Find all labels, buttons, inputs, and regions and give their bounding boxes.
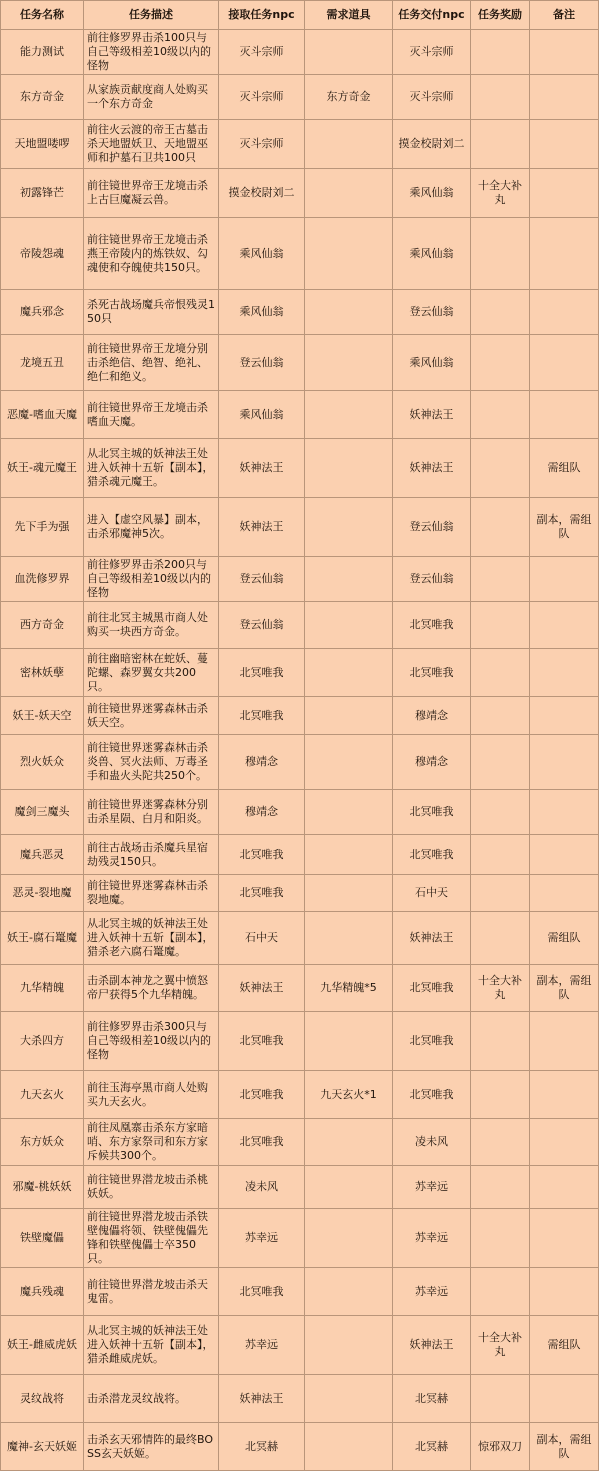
quest-desc: 前往修罗界击杀300只与自己等级相差10级以内的怪物 [84,1012,219,1071]
note [530,697,599,735]
quest-desc: 前往镜世界迷雾森林击杀妖天空。 [84,697,219,735]
submit-npc: 北冥赫 [393,1423,471,1471]
quest-name: 初露锋芒 [1,169,84,218]
reward [471,1166,530,1209]
reward [471,218,530,290]
submit-npc: 妖神法王 [393,439,471,498]
note: 需组队 [530,439,599,498]
submit-npc: 苏幸远 [393,1166,471,1209]
quest-desc: 前往北冥主城黑市商人处购买一块西方奇金。 [84,602,219,649]
table-row [1,790,599,835]
required-item [305,290,393,335]
quest-desc: 杀死古战场魔兵帝恨残灵150只 [84,290,219,335]
quest-name: 恶灵-裂地魔 [1,875,84,912]
reward: 惊邪双刀 [471,1423,530,1471]
accept-npc: 灭斗宗师 [219,120,305,169]
required-item [305,1375,393,1423]
accept-npc: 乘风仙翁 [219,290,305,335]
note [530,790,599,835]
quest-desc: 前往修罗界击杀200只与自己等级相差10级以内的怪物 [84,557,219,602]
quest-name: 魔兵恶灵 [1,835,84,875]
quest-desc: 从北冥主城的妖神法王处进入妖神十五斩【副本】，猎杀魂元魔王。 [84,439,219,498]
quest-name: 天地盟喽啰 [1,120,84,169]
note [530,30,599,75]
note [530,602,599,649]
table-row [1,439,599,498]
accept-npc: 妖神法王 [219,498,305,557]
reward [471,1268,530,1316]
note [530,1209,599,1268]
quest-desc: 前往镜世界迷雾森林击杀炎兽、冥火法师、万毒圣手和蛊火头陀共250个。 [84,735,219,790]
quest-desc: 前往凤凰寨击杀东方家暗哨、东方家祭司和东方家斥候共300个。 [84,1119,219,1166]
note [530,120,599,169]
header-name: 任务名称 [1,1,84,30]
required-item [305,1166,393,1209]
reward [471,875,530,912]
accept-npc: 摸金校尉刘二 [219,169,305,218]
submit-npc: 北冥唯我 [393,649,471,697]
submit-npc: 北冥唯我 [393,835,471,875]
note [530,735,599,790]
note: 需组队 [530,912,599,965]
table-row [1,335,599,391]
quest-name: 东方奇金 [1,75,84,120]
submit-npc: 妖神法王 [393,912,471,965]
note [530,1071,599,1119]
submit-npc: 穆靖念 [393,735,471,790]
submit-npc: 乘风仙翁 [393,169,471,218]
accept-npc: 穆靖念 [219,790,305,835]
table-row [1,120,599,169]
quest-name: 密林妖孽 [1,649,84,697]
note: 副本，需组队 [530,965,599,1012]
required-item [305,335,393,391]
quest-desc: 前往玉海亭黑市商人处购买九天玄火。 [84,1071,219,1119]
required-item [305,912,393,965]
note [530,290,599,335]
submit-npc: 乘风仙翁 [393,335,471,391]
accept-npc: 苏幸远 [219,1209,305,1268]
reward [471,335,530,391]
reward [471,30,530,75]
quest-desc: 前往镜世界潜龙坡击杀桃妖妖。 [84,1166,219,1209]
required-item [305,602,393,649]
reward [471,649,530,697]
header-note: 备注 [530,1,599,30]
reward [471,391,530,439]
accept-npc: 妖神法王 [219,439,305,498]
quest-name: 龙境五丑 [1,335,84,391]
required-item [305,649,393,697]
quest-desc: 前往修罗界击杀100只与自己等级相差10级以内的怪物 [84,30,219,75]
table-row [1,30,599,75]
table-row [1,169,599,218]
required-item [305,218,393,290]
required-item: 东方奇金 [305,75,393,120]
table-row [1,498,599,557]
required-item [305,1119,393,1166]
note [530,557,599,602]
quest-desc: 前往幽暗密林在蛇妖、蔓陀螺、森罗翼女共200只。 [84,649,219,697]
header-required-item: 需求道具 [305,1,393,30]
required-item [305,790,393,835]
quest-name: 先下手为强 [1,498,84,557]
quest-name: 妖王-妖天空 [1,697,84,735]
reward [471,912,530,965]
note [530,169,599,218]
quest-name: 邪魔-桃妖妖 [1,1166,84,1209]
table-row [1,965,599,1012]
quest-desc: 击杀副本神龙之翼中愤怒帝尸获得5个九华精魄。 [84,965,219,1012]
submit-npc: 灭斗宗师 [393,30,471,75]
quest-desc: 前往镜世界帝王龙境击杀嗜血天魔。 [84,391,219,439]
reward [471,75,530,120]
required-item [305,875,393,912]
table-row [1,75,599,120]
table-row [1,557,599,602]
quest-name: 魔神-玄天妖姬 [1,1423,84,1471]
quest-desc: 前往镜世界迷雾森林分别击杀星陨、白月和阳炎。 [84,790,219,835]
table-row [1,735,599,790]
accept-npc: 登云仙翁 [219,335,305,391]
accept-npc: 灭斗宗师 [219,75,305,120]
submit-npc: 北冥唯我 [393,602,471,649]
submit-npc: 苏幸远 [393,1268,471,1316]
accept-npc: 妖神法王 [219,965,305,1012]
accept-npc: 苏幸远 [219,1316,305,1375]
quest-name: 九华精魄 [1,965,84,1012]
accept-npc: 乘风仙翁 [219,391,305,439]
accept-npc: 北冥唯我 [219,697,305,735]
note [530,1119,599,1166]
quest-name: 血洗修罗界 [1,557,84,602]
submit-npc: 穆靖念 [393,697,471,735]
quest-desc: 前往镜世界帝王龙境击杀燕王帝陵内的炼铁奴、勾魂使和夺魄使共150只。 [84,218,219,290]
submit-npc: 石中天 [393,875,471,912]
reward: 十全大补丸 [471,169,530,218]
quest-name: 大杀四方 [1,1012,84,1071]
note [530,875,599,912]
required-item: 九天玄火*1 [305,1071,393,1119]
quest-name: 帝陵怨魂 [1,218,84,290]
required-item [305,120,393,169]
table-row [1,218,599,290]
quest-name: 恶魔-嗜血天魔 [1,391,84,439]
table-row [1,875,599,912]
accept-npc: 穆靖念 [219,735,305,790]
accept-npc: 北冥唯我 [219,1119,305,1166]
submit-npc: 摸金校尉刘二 [393,120,471,169]
accept-npc: 北冥唯我 [219,1012,305,1071]
required-item [305,697,393,735]
submit-npc: 灭斗宗师 [393,75,471,120]
table-row [1,1071,599,1119]
quest-name: 魔剑三魔头 [1,790,84,835]
note: 副本，需组队 [530,1423,599,1471]
table-row [1,1375,599,1423]
quest-name: 西方奇金 [1,602,84,649]
reward [471,557,530,602]
note [530,1012,599,1071]
reward: 十全大补丸 [471,1316,530,1375]
reward [471,439,530,498]
table-row [1,290,599,335]
accept-npc: 妖神法王 [219,1375,305,1423]
submit-npc: 北冥唯我 [393,965,471,1012]
note [530,335,599,391]
note [530,835,599,875]
quest-desc: 击杀玄天邪情阵的最终BOSS玄天妖姬。 [84,1423,219,1471]
reward [471,835,530,875]
note [530,649,599,697]
required-item [305,835,393,875]
quest-name: 妖王-雌威虎妖 [1,1316,84,1375]
accept-npc: 北冥唯我 [219,875,305,912]
quest-desc: 从北冥主城的妖神法王处进入妖神十五斩【副本】，猎杀雌威虎妖。 [84,1316,219,1375]
quest-desc: 前往镜世界潜龙坡击杀铁壁傀儡将领、铁壁傀儡先锋和铁壁傀儡士卒350只。 [84,1209,219,1268]
table-row [1,912,599,965]
submit-npc: 乘风仙翁 [393,218,471,290]
table-row [1,697,599,735]
accept-npc: 北冥唯我 [219,649,305,697]
reward: 十全大补丸 [471,965,530,1012]
table-row [1,1268,599,1316]
reward [471,1119,530,1166]
quest-name: 铁壁魔儡 [1,1209,84,1268]
table-row [1,1423,599,1471]
required-item [305,498,393,557]
required-item [305,30,393,75]
note [530,218,599,290]
note [530,75,599,120]
quest-desc: 击杀潜龙灵纹战将。 [84,1375,219,1423]
required-item [305,557,393,602]
submit-npc: 北冥唯我 [393,1012,471,1071]
accept-npc: 乘风仙翁 [219,218,305,290]
note [530,1375,599,1423]
reward [471,1071,530,1119]
reward [471,735,530,790]
header-row [1,1,599,30]
note [530,391,599,439]
reward [471,602,530,649]
required-item [305,1012,393,1071]
quest-name: 东方妖众 [1,1119,84,1166]
required-item [305,439,393,498]
note: 副本，需组队 [530,498,599,557]
table-row [1,391,599,439]
submit-npc: 妖神法王 [393,391,471,439]
submit-npc: 登云仙翁 [393,498,471,557]
table-row [1,1316,599,1375]
accept-npc: 灭斗宗师 [219,30,305,75]
accept-npc: 北冥唯我 [219,835,305,875]
header-submit-npc: 任务交付npc [393,1,471,30]
accept-npc: 北冥赫 [219,1423,305,1471]
reward [471,790,530,835]
reward [471,290,530,335]
reward [471,697,530,735]
required-item [305,1423,393,1471]
header-desc: 任务描述 [84,1,219,30]
quest-name: 魔兵邪念 [1,290,84,335]
required-item [305,169,393,218]
submit-npc: 妖神法王 [393,1316,471,1375]
accept-npc: 凌未风 [219,1166,305,1209]
table-row [1,1012,599,1071]
accept-npc: 北冥唯我 [219,1268,305,1316]
quest-desc: 前往镜世界迷雾森林击杀裂地魔。 [84,875,219,912]
accept-npc: 登云仙翁 [219,557,305,602]
quest-desc: 进入【虚空风暴】副本，击杀邪魔神5次。 [84,498,219,557]
required-item [305,1316,393,1375]
submit-npc: 北冥唯我 [393,790,471,835]
submit-npc: 登云仙翁 [393,290,471,335]
submit-npc: 凌未风 [393,1119,471,1166]
header-reward: 任务奖励 [471,1,530,30]
quest-desc: 前往火云渡的帝王古墓击杀天地盟妖卫、天地盟巫师和护墓石卫共100只 [84,120,219,169]
required-item [305,1209,393,1268]
required-item [305,735,393,790]
quest-name: 九天玄火 [1,1071,84,1119]
reward [471,120,530,169]
required-item: 九华精魄*5 [305,965,393,1012]
quest-desc: 从北冥主城的妖神法王处进入妖神十五斩【副本】，猎杀老六腐石鼍魔。 [84,912,219,965]
table-row [1,1209,599,1268]
required-item [305,1268,393,1316]
accept-npc: 北冥唯我 [219,1071,305,1119]
submit-npc: 北冥赫 [393,1375,471,1423]
table-row [1,835,599,875]
submit-npc: 登云仙翁 [393,557,471,602]
quest-name: 妖王-魂元魔王 [1,439,84,498]
quest-name: 烈火妖众 [1,735,84,790]
note [530,1268,599,1316]
submit-npc: 苏幸远 [393,1209,471,1268]
reward [471,1375,530,1423]
reward [471,498,530,557]
table-row [1,602,599,649]
note: 需组队 [530,1316,599,1375]
accept-npc: 石中天 [219,912,305,965]
table-row [1,1166,599,1209]
quest-name: 魔兵残魂 [1,1268,84,1316]
note [530,1166,599,1209]
reward [471,1209,530,1268]
quest-desc: 前往镜世界潜龙坡击杀天鬼雷。 [84,1268,219,1316]
table-row [1,649,599,697]
quest-desc: 前往镜世界帝王龙境击杀上古巨魔凝云兽。 [84,169,219,218]
table-row [1,1119,599,1166]
reward [471,1012,530,1071]
accept-npc: 登云仙翁 [219,602,305,649]
quest-name: 妖王-腐石鼍魔 [1,912,84,965]
quest-name: 灵纹战将 [1,1375,84,1423]
quest-name: 能力测试 [1,30,84,75]
header-accept-npc: 接取任务npc [219,1,305,30]
submit-npc: 北冥唯我 [393,1071,471,1119]
quest-desc: 从家族贡献度商人处购买一个东方奇金 [84,75,219,120]
required-item [305,391,393,439]
quest-desc: 前往古战场击杀魔兵星宿劫残灵150只。 [84,835,219,875]
quest-desc: 前往镜世界帝王龙境分别击杀绝信、绝智、绝礼、绝仁和绝义。 [84,335,219,391]
